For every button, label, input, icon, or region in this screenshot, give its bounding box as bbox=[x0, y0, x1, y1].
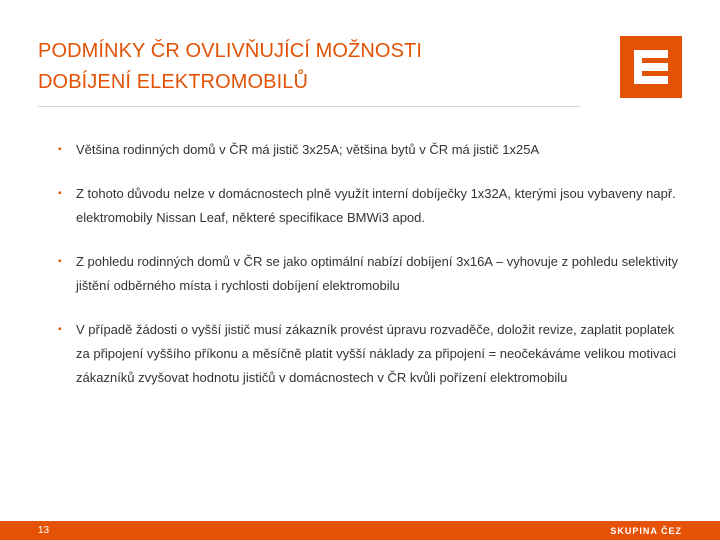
bullet-marker-icon: ▪ bbox=[58, 144, 62, 155]
logo-bottom-bar bbox=[634, 76, 668, 84]
bullet-marker-icon: ▪ bbox=[58, 324, 62, 335]
bullet-item bbox=[58, 182, 678, 230]
bullet-marker-icon: ▪ bbox=[58, 188, 62, 199]
bullet-list bbox=[58, 138, 678, 410]
bullet-marker-icon: ▪ bbox=[58, 256, 62, 267]
bullet-text: Většina rodinných domů v ČR má jistič 3x25A; většina bytů v ČR má jistič 1x25A bbox=[76, 142, 540, 157]
page-title bbox=[38, 36, 578, 98]
title-line-1: PODMÍNKY ČR OVLIVŇUJÍCÍ MOŽNOSTI bbox=[38, 40, 422, 62]
title-line-2: DOBÍJENÍ ELEKTROMOBILŮ bbox=[38, 71, 309, 93]
bullet-item bbox=[58, 138, 678, 162]
bullet-text: Z pohledu rodinných domů v ČR se jako optimální nabízí dobíjení 3x16A – vyhovuje z pohledu selektivity jištění odběrného místa i rychlosti dobíjení elektromobilu bbox=[76, 254, 678, 293]
bullet-item bbox=[58, 318, 678, 390]
bullet-item bbox=[58, 250, 678, 298]
bullet-text: V případě žádosti o vyšší jistič musí zákazník provést úpravu rozvaděče, doložit revize, zaplatit poplatek za připojení vyššího příkonu a měsíčně platit vyšší náklady za připojení = neočekáváme velikou motivaci zákazníků zvyšovat hodnotu jističů v domácnostech v ČR kvůli pořízení elektromobilu bbox=[76, 322, 677, 385]
bullet-text: Z tohoto důvodu nelze v domácnostech plně využít interní dobíječky 1x32A, kterými jsou vybaveny např. elektromobily Nissan Leaf, některé specifikace BMWi3 apod. bbox=[76, 186, 676, 225]
brand-label: SKUPINA ČEZ bbox=[610, 526, 682, 536]
page-number: 13 bbox=[38, 525, 50, 536]
logo-middle-bar bbox=[634, 63, 668, 71]
footer-bar bbox=[0, 521, 720, 540]
title-divider bbox=[38, 106, 580, 107]
cez-logo-icon bbox=[620, 36, 682, 98]
